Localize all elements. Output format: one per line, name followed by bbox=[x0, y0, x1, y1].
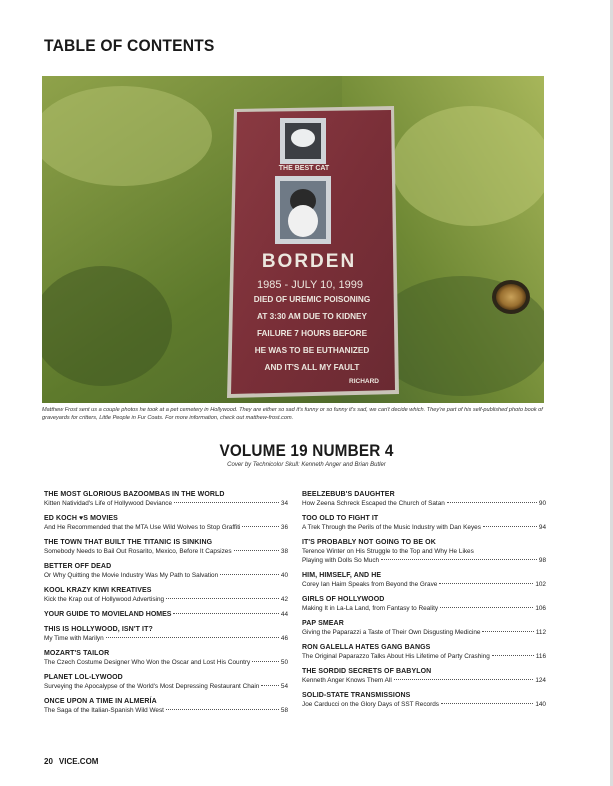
toc-entry[interactable] bbox=[44, 625, 288, 643]
toc-left-column bbox=[44, 490, 288, 721]
toc-entry-title: THE SORDID SECRETS OF BABYLON bbox=[302, 668, 432, 675]
gravestone-photo bbox=[42, 76, 544, 403]
toc-entry[interactable] bbox=[44, 610, 288, 619]
toc-entry[interactable] bbox=[302, 667, 546, 685]
toc-entry-desc: Somebody Needs to Bail Out Rosarito, Mexico, Before It Capsizes bbox=[44, 548, 232, 555]
toc-entry-page: 38 bbox=[280, 548, 288, 555]
toc-entry[interactable] bbox=[302, 514, 546, 532]
toc-entry[interactable] bbox=[302, 571, 546, 589]
toc-entry-title: YOUR GUIDE TO MOVIELAND HOMES bbox=[44, 611, 172, 618]
toc-entry-desc: Kenneth Anger Knows Them All bbox=[302, 677, 392, 684]
toc-entry-title: IT'S PROBABLY NOT GOING TO BE OK bbox=[302, 539, 436, 546]
toc-entry-page: 106 bbox=[535, 605, 546, 612]
toc-entry[interactable] bbox=[44, 586, 288, 604]
toc-entry-desc: Joe Carducci on the Glory Days of SST Records bbox=[302, 701, 439, 708]
toc-entry-desc: My Time with Marilyn bbox=[44, 635, 104, 642]
toc-entry[interactable] bbox=[44, 562, 288, 580]
toc-entry-page: 124 bbox=[535, 677, 546, 684]
toc-entry-desc: How Zeena Schreck Escaped the Church of Satan bbox=[302, 500, 445, 507]
toc-entry-desc: The Czech Costume Designer Who Won the Oscar and Lost His Country bbox=[44, 659, 251, 666]
toc-entry-desc: A Trek Through the Perils of the Music Industry with Dan Keyes bbox=[302, 524, 481, 531]
footer-page-number: 20 bbox=[44, 757, 53, 766]
toc-entry[interactable] bbox=[44, 673, 288, 691]
toc-entry-desc: Surveying the Apocalypse of the World's Most Depressing Restaurant Chain bbox=[44, 683, 260, 690]
toc-entry[interactable] bbox=[302, 595, 546, 613]
toc-entry-title: BETTER OFF DEAD bbox=[44, 563, 112, 570]
plaque-line: FAILURE 7 HOURS BEFORE bbox=[256, 329, 368, 338]
toc-entry-desc: Giving the Paparazzi a Taste of Their Own Disgusting Medicine bbox=[302, 629, 481, 636]
toc-entry-page: 94 bbox=[538, 524, 546, 531]
toc-entry-page: 34 bbox=[280, 500, 288, 507]
toc-entry-page: 36 bbox=[280, 524, 288, 531]
toc-entry[interactable] bbox=[302, 691, 546, 709]
toc-entry-title: GIRLS OF HOLLYWOOD bbox=[302, 596, 385, 603]
toc-entry-title: BEELZEBUB'S DAUGHTER bbox=[302, 491, 395, 498]
toc-entry[interactable] bbox=[44, 514, 288, 532]
toc-entry[interactable] bbox=[302, 538, 546, 565]
toc-entry-page: 140 bbox=[535, 701, 546, 708]
toc-entry-title: KOOL KRAZY KIWI KREATIVES bbox=[44, 587, 152, 594]
toc-entry-desc: Corey Ian Haim Speaks from Beyond the Grave bbox=[302, 581, 438, 588]
toc-entry-title: RON GALELLA HATES GANG BANGS bbox=[302, 644, 431, 651]
plaque-dates: 1985 - JULY 10, 1999 bbox=[256, 279, 364, 291]
toc-entry-page: 58 bbox=[280, 707, 288, 714]
plaque-name: BORDEN bbox=[261, 251, 357, 272]
toc-entry-title: ED KOCH ♥S MOVIES bbox=[44, 515, 118, 522]
toc-entry-desc: Or Why Quitting the Movie Industry Was My Path to Salvation bbox=[44, 572, 219, 579]
toc-right-column bbox=[302, 490, 546, 715]
plaque-line: AND IT'S ALL MY FAULT bbox=[264, 363, 360, 372]
toc-entry-page: 46 bbox=[280, 635, 288, 642]
plaque-line: DIED OF UREMIC POISONING bbox=[253, 295, 371, 304]
toc-entry-title: PLANET LOL-LYWOOD bbox=[44, 674, 123, 681]
toc-entry-page: 50 bbox=[280, 659, 288, 666]
cover-credit: Cover by Technicolor Skull: Kenneth Anger and Brian Butler bbox=[227, 462, 386, 468]
plaque-top-label: THE BEST CAT bbox=[278, 165, 330, 172]
toc-entry-title: PAP SMEAR bbox=[302, 620, 344, 627]
toc-entry-desc: The Saga of the Italian-Spanish Wild West bbox=[44, 707, 164, 714]
toc-entry[interactable] bbox=[302, 619, 546, 637]
toc-entry-page: 54 bbox=[280, 683, 288, 690]
toc-entry-desc: Terence Winter on His Struggle to the Top and Why He Likes bbox=[302, 548, 474, 555]
plaque-line: AT 3:30 AM DUE TO KIDNEY bbox=[257, 312, 367, 321]
toc-entry[interactable] bbox=[302, 643, 546, 661]
toc-entry[interactable] bbox=[44, 649, 288, 667]
page-footer bbox=[44, 757, 98, 766]
toc-entry-page: 116 bbox=[535, 653, 546, 660]
toc-entry-desc: And He Recommended that the MTA Use Wild Wolves to Stop Graffiti bbox=[44, 524, 241, 531]
toc-entry-desc: The Original Paparazzo Talks About His Lifetime of Party Crashing bbox=[302, 653, 490, 660]
toc-entry-page: 90 bbox=[538, 500, 546, 507]
toc-entry-page: 112 bbox=[535, 629, 546, 636]
volume-title: VOLUME 19 NUMBER 4 bbox=[219, 441, 394, 460]
toc-entry-title: ONCE UPON A TIME IN ALMERÍA bbox=[44, 698, 157, 705]
photo-caption: Matthew Frost sent us a couple photos he took at a pet cemetery in Hollywood. They are either so sad it's funny or so funny it's sad, we can't decide which. They're part of his self-published photo book of graveyards for critters, Little People in Fur Coats. For more information, check out matthew-frost.com. bbox=[42, 407, 543, 421]
toc-entry-page: 44 bbox=[280, 611, 288, 618]
toc-entry-page: 42 bbox=[280, 596, 288, 603]
toc-entry-title: THIS IS HOLLYWOOD, ISN'T IT? bbox=[44, 626, 153, 633]
toc-entry[interactable] bbox=[44, 697, 288, 715]
toc-entry[interactable] bbox=[44, 538, 288, 556]
toc-entry-title: MOZART'S TAILOR bbox=[44, 650, 110, 657]
toc-entry-desc-cont: Playing with Dolls So Much bbox=[302, 557, 380, 564]
footer-site-link[interactable]: VICE.COM bbox=[58, 757, 99, 766]
toc-entry-desc: Making It in La-La Land, from Fantasy to Reality bbox=[302, 605, 439, 612]
plaque-signature: RICHARD bbox=[349, 378, 379, 385]
toc-entry[interactable] bbox=[44, 490, 288, 508]
toc-entry-title: SOLID-STATE TRANSMISSIONS bbox=[302, 692, 411, 699]
toc-entry-page: 98 bbox=[538, 557, 546, 564]
toc-entry-desc: Kick the Krap out of Hollywood Advertising bbox=[44, 596, 165, 603]
toc-entry-desc: Kitten Natividad's Life of Hollywood Deviance bbox=[44, 500, 173, 507]
toc-entry-page: 102 bbox=[535, 581, 546, 588]
toc-entry-title: THE MOST GLORIOUS BAZOOMBAS IN THE WORLD bbox=[44, 491, 225, 498]
toc-entry-title: HIM, HIMSELF, AND HE bbox=[302, 572, 382, 579]
toc-entry[interactable] bbox=[302, 490, 546, 508]
toc-entry-title: TOO OLD TO FIGHT IT bbox=[302, 515, 379, 522]
page-title: TABLE OF CONTENTS bbox=[44, 36, 215, 55]
toc-entry-page: 40 bbox=[280, 572, 288, 579]
toc-entry-title: THE TOWN THAT BUILT THE TITANIC IS SINKING bbox=[44, 539, 213, 546]
plaque-line: HE WAS TO BE EUTHANIZED bbox=[254, 346, 370, 355]
